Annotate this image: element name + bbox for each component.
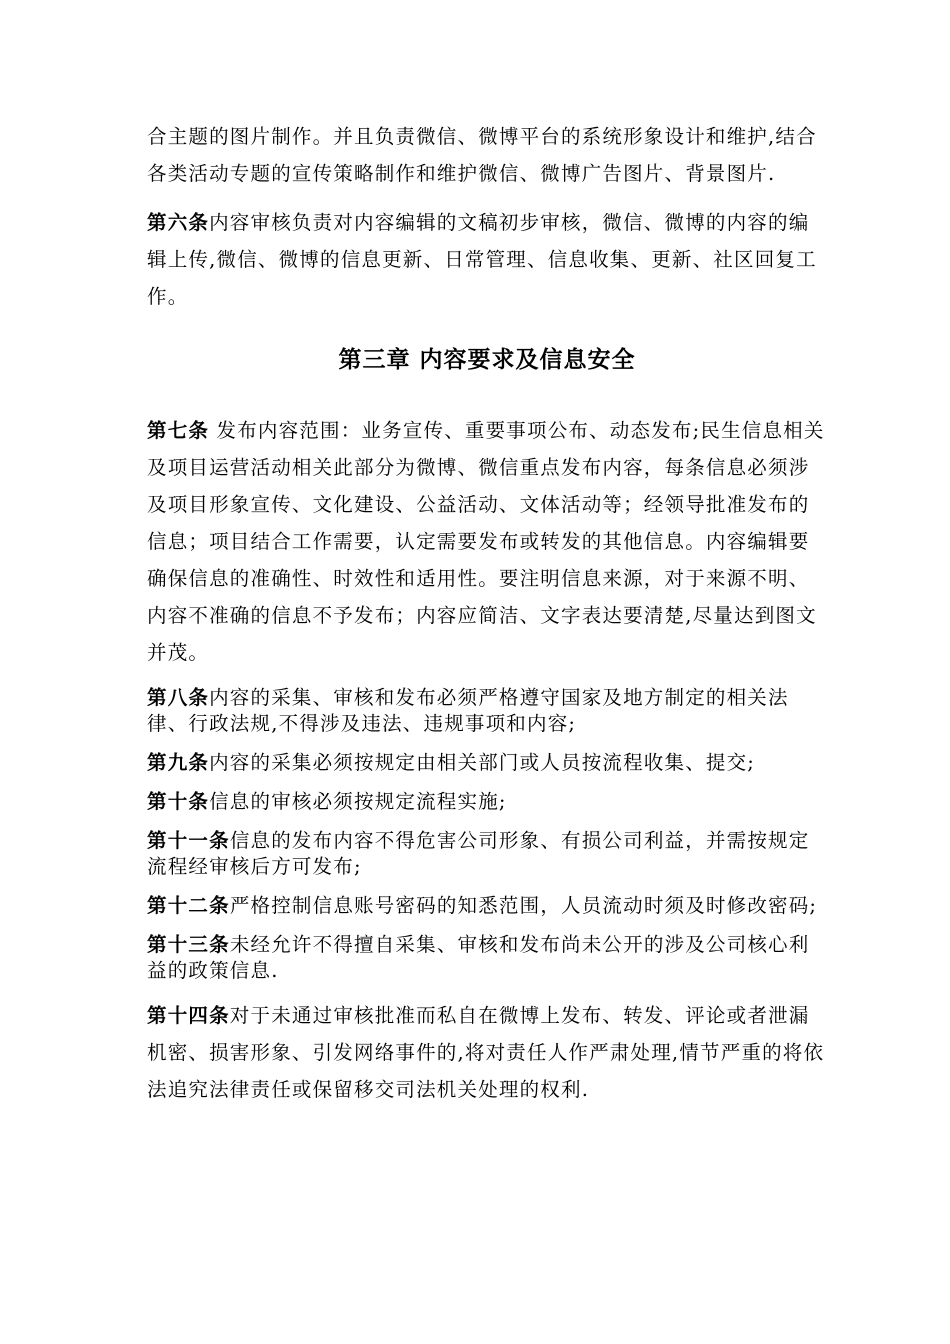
article-14-text: 对于未通过审核批准而私自在微博上发布、转发、评论或者泄漏机密、损害形象、引发网络事件的,将对责任人作严肃处理,情节严重的将依法追究法律责任或保留移交司法机关处理的权利. [147,1004,825,1101]
article-10-label: 第十条 [147,790,210,813]
article-12-text: 严格控制信息账号密码的知悉范围，人员流动时须及时修改密码; [229,894,818,917]
article-10-text: 信息的审核必须按规定流程实施; [209,790,507,813]
article-13-label: 第十三条 [147,933,230,956]
article-14 [147,997,827,1108]
article-6 [147,204,827,315]
article-12-label: 第十二条 [147,894,230,917]
article-11-text: 信息的发布内容不得危害公司形象、有损公司利益，并需按规定流程经审核后方可发布; [147,829,810,878]
article-8-text: 内容的采集、审核和发布必须严格遵守国家及地方制定的相关法律、行政法规,不得涉及违法、违规事项和内容; [147,686,789,735]
intro-text: 合主题的图片制作。并且负责微信、微博平台的系统形象设计和维护,结合各类活动专题的宣传策略制作和维护微信、微博广告图片、背景图片. [147,125,817,185]
article-7-text: 发布内容范围：业务宣传、重要事项公布、动态发布;民生信息相关及项目运营活动相关此部分为微博、微信重点发布内容，每条信息必须涉及项目形象宣传、文化建设、公益活动、文体活动等；经领导批准发布的信息；项目结合工作需要，认定需要发布或转发的其他信息。内容编辑要确保信息的准确性、时效性和适用性。要注明信息来源，对于来源不明、内容不准确的信息不予发布；内容应简洁、文字表达要清楚,尽量达到图文并茂。 [147,419,825,664]
article-8-label: 第八条 [147,686,210,709]
article-10 [147,789,827,815]
article-6-label: 第六条 [147,211,210,234]
article-9 [147,750,827,776]
article-7 [147,412,827,671]
article-6-text: 内容审核负责对内容编辑的文稿初步审核，微信、微博的内容的编辑上传,微信、微博的信息更新、日常管理、信息收集、更新、社区回复工作。 [147,211,817,308]
article-11-label: 第十一条 [147,829,230,852]
article-11 [147,828,827,880]
article-9-label: 第九条 [147,751,210,774]
article-12 [147,893,827,919]
intro-paragraph [147,118,827,192]
article-13-text: 未经允许不得擅自采集、审核和发布尚未公开的涉及公司核心利益的政策信息. [147,933,810,982]
article-7-label: 第七条 [147,419,210,442]
article-8 [147,685,827,737]
document-page [147,118,827,1108]
article-14-label: 第十四条 [147,1004,230,1027]
article-13 [147,932,827,984]
chapter-title: 第三章 内容要求及信息安全 [338,347,636,373]
article-9-text: 内容的采集必须按规定由相关部门或人员按流程收集、提交; [209,751,756,774]
